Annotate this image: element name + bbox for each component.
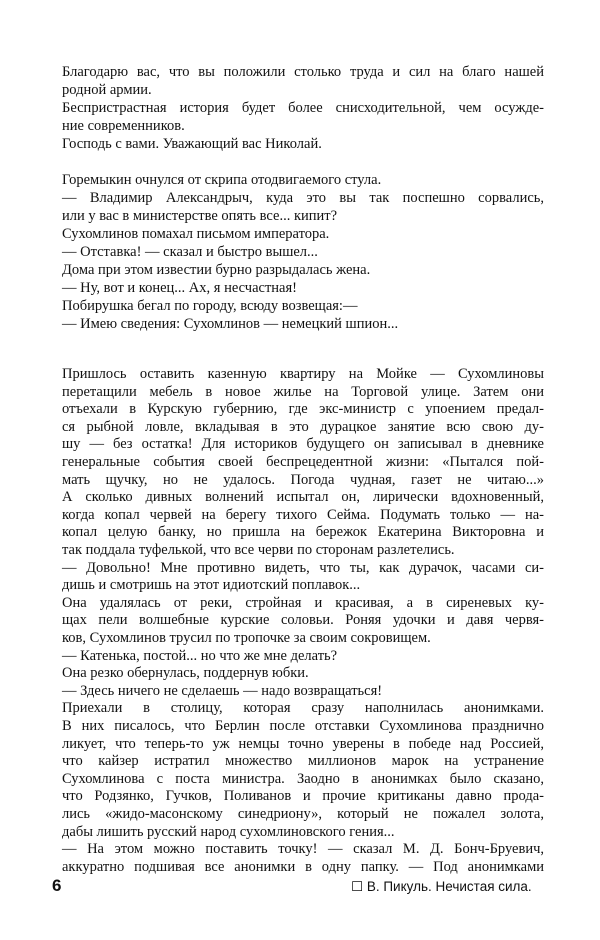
text-line: Дома при этом известии бурно разрыдалась жена. [62,262,371,278]
text-line: — Владимир Александрыч, куда это вы так поспешно сорвались, [62,190,544,206]
text-line: перетащили мебель в новое жилье на Торговой улице. Затем они [62,383,544,400]
text-line: Сухомлинова с поста министра. Заодно в анонимках было сказано, [62,770,544,787]
text-line: А сколько дивных волнений испытал он, лирически вдохновенный, [62,489,544,506]
text-line: родной армии. [62,82,152,98]
text-line: Горемыкин очнулся от скрипа отодвигаемого стула. [62,172,382,188]
text-line: аккуратно подшивая все анонимки в одну папку. — Под анонимками [62,858,544,875]
running-title: ☐ В. Пикуль. Нечистая сила. [351,879,532,894]
text-line: Беспристрастная история будет более снисходительной, чем осужде- [62,100,544,116]
text-line: дишь и смотришь на этот идиотский поплавок... [62,577,361,594]
text-line: генеральные события своей беспрецедентной жизни: «Пытался пой- [62,454,544,470]
text-line: или у вас в министерстве опять все... кипит? [62,208,338,224]
text-line: шу — без остатка! Для историков будущего он записывал в дневнике [62,436,544,453]
text-line: что Родзянко, Гучков, Поливанов и прочие критиканы давно прода- [62,788,544,805]
text-line: Она резко обернулась, поддернув юбки. [62,665,309,682]
text-line: — Ну, вот и конец... Ах, я несчастная! [62,280,297,296]
text-line: Побирушка бегал по городу, всюду возвещая:— [62,298,358,314]
text-line: Пришлось оставить казенную квартиру на Мойке — Сухомлиновы [62,366,544,382]
text-line: Господь с вами. Уважающий вас Николай. [62,136,322,152]
text-line: — Здесь ничего не сделаешь — надо возвращаться! [62,682,383,699]
text-line: ков, Сухомлинов трусил по тропочке за своим сокровищем. [62,630,431,646]
page-number: 6 [52,876,62,895]
text-line: — Имею сведения: Сухомлинов — немецкий шпион... [62,316,399,332]
text-line: Сухомлинов помахал письмом императора. [62,226,330,242]
text-line: — Катенька, постой... но что же мне делать? [62,647,338,664]
text-line: что кайзер истратил множество миллионов марок на устранение [62,753,544,770]
text-line: копал целую банку, но пришла на бережок Екатерина Викторовна и [62,524,544,541]
text-line: ся рыбной ловле, вкладывая в это дурацкое занятие всю свою ду- [62,418,544,435]
text-line: — На этом можно поставить точку! — сказал М. Д. Бонч-Бруевич, [62,841,544,858]
text-line: так поддала туфелькой, что все черви по сторонам разлетелись. [62,542,455,558]
text-line: В них писалось, что Берлин после отставки Сухомлинова праздничнo [62,718,544,734]
text-line: лись «жидо-масонскому синедриону», который не пожалел золота, [62,806,544,822]
text-line: щах пели волшебные курские соловьи. Роняя удочки и давя червя- [62,612,544,629]
text-line: Приехали в столицу, которая сразу наполнилась анонимками. [62,700,544,717]
text-line: — Довольно! Мне противно видеть, что ты, как дурачок, часами си- [62,559,544,576]
text-line: отъехали в Курскую губернию, где экс-министр с упоением предал- [62,401,544,418]
text-line: Благодарю вас, что вы положили столько труда и сил на благо нашей [62,64,544,80]
text-line: дабы лишить русский народ сухомлиновского гения... [62,823,395,840]
text-line: мать щучку, но не удалось. Погода чудная, газет не читаю...» [62,471,544,488]
text-line: Она удалялась от реки, стройная и красивая, а в сиреневых ку- [62,594,544,611]
text-line: когда копал червей на берегу тихого Сейма. Подумать только — на- [62,506,544,523]
text-line: ние современников. [62,118,185,134]
text-line: ликует, что теперь-то уж немцы точно уверены в победе над Россией, [62,735,544,752]
text-line: — Отставка! — сказал и быстро вышел... [62,244,318,260]
